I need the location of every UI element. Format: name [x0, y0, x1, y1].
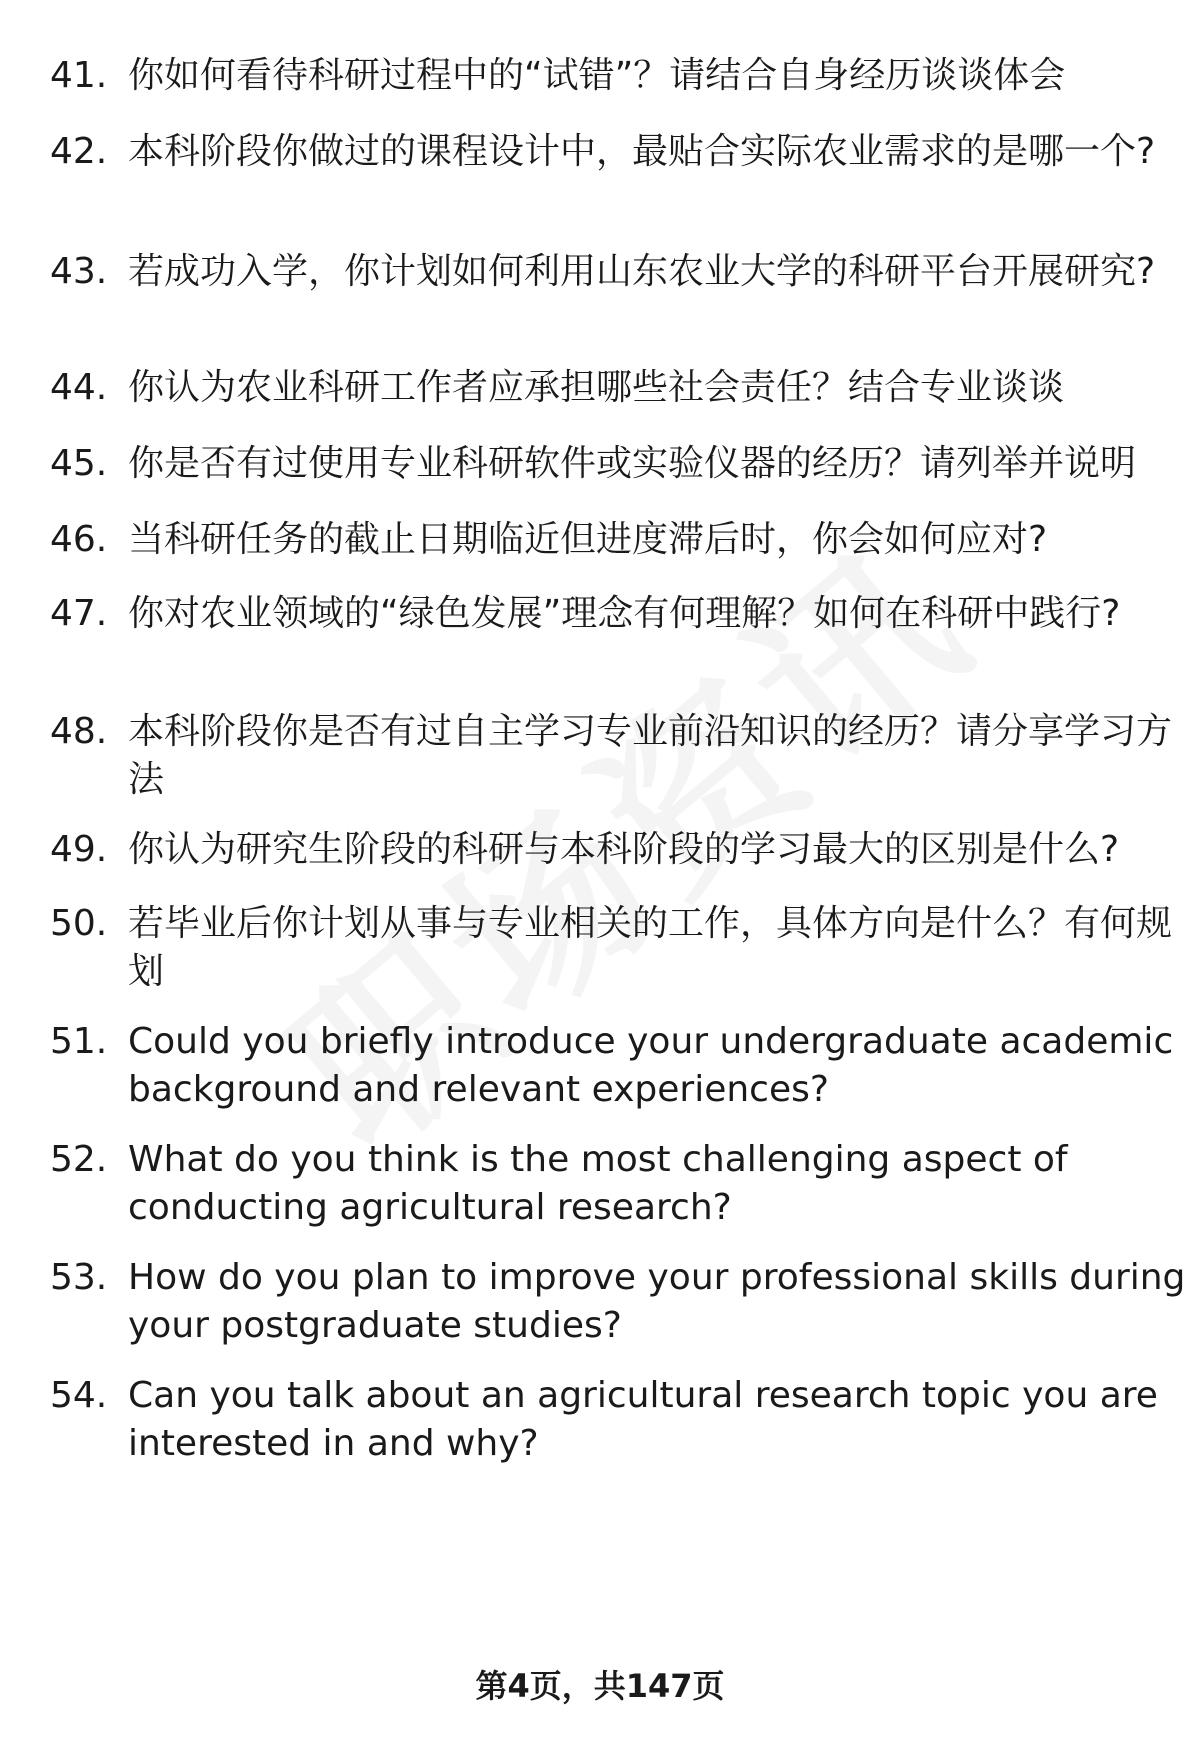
question-item	[50, 248, 1156, 296]
question-number: 51.	[50, 1021, 108, 1062]
question-number: 45.	[50, 443, 108, 484]
question-text: 你如何看待科研过程中的“试错”？请结合自身经历谈谈体会	[128, 55, 1066, 96]
question-number: 48.	[50, 711, 108, 752]
question-item	[50, 516, 1150, 564]
question-item	[50, 364, 1150, 412]
question-item	[50, 708, 1173, 804]
question-text: Could you briefly introduce your undergraduate academic background and relevant experiences?	[128, 1021, 1174, 1110]
question-number: 50.	[50, 903, 108, 944]
question-number: 46.	[50, 519, 108, 560]
question-text: Can you talk about an agricultural research topic you are interested in and why?	[128, 1375, 1158, 1464]
question-text: 你认为农业科研工作者应承担哪些社会责任？结合专业谈谈	[128, 367, 1065, 408]
question-item	[50, 1136, 1150, 1232]
question-number: 52.	[50, 1139, 108, 1180]
question-item	[50, 128, 1156, 176]
question-item	[50, 900, 1173, 996]
question-number: 47.	[50, 593, 108, 634]
question-number: 43.	[50, 251, 108, 292]
question-text: 你认为研究生阶段的科研与本科阶段的学习最大的区别是什么?	[128, 829, 1120, 870]
question-text: 若成功入学，你计划如何利用山东农业大学的科研平台开展研究?	[128, 251, 1156, 292]
question-text: 当科研任务的截止日期临近但进度滞后时，你会如何应对?	[128, 519, 1048, 560]
question-text: 你是否有过使用专业科研软件或实验仪器的经历？请列举并说明	[128, 443, 1137, 484]
question-number: 44.	[50, 367, 108, 408]
page-footer: 第4页，共147页	[475, 1667, 725, 1705]
question-number: 42.	[50, 131, 108, 172]
question-number: 54.	[50, 1375, 108, 1416]
question-item	[50, 1018, 1174, 1114]
question-item	[50, 1254, 1186, 1350]
question-item	[50, 1372, 1158, 1468]
question-item	[50, 590, 1150, 638]
question-text: 本科阶段你是否有过自主学习专业前沿知识的经历？请分享学习方法	[128, 711, 1173, 800]
question-item	[50, 440, 1150, 488]
question-text: 你对农业领域的“绿色发展”理念有何理解？如何在科研中践行?	[128, 593, 1121, 634]
question-text: What do you think is the most challenging aspect of conducting agricultural research?	[128, 1139, 1068, 1228]
question-text: 若毕业后你计划从事与专业相关的工作，具体方向是什么？有何规划	[128, 903, 1173, 992]
question-number: 49.	[50, 829, 108, 870]
question-text: How do you plan to improve your professional skills during your postgraduate studies?	[128, 1257, 1186, 1346]
question-number: 41.	[50, 55, 108, 96]
question-item	[50, 826, 1150, 874]
question-text: 本科阶段你做过的课程设计中，最贴合实际农业需求的是哪一个?	[128, 131, 1156, 172]
question-number: 53.	[50, 1257, 108, 1298]
question-item	[50, 52, 1150, 100]
